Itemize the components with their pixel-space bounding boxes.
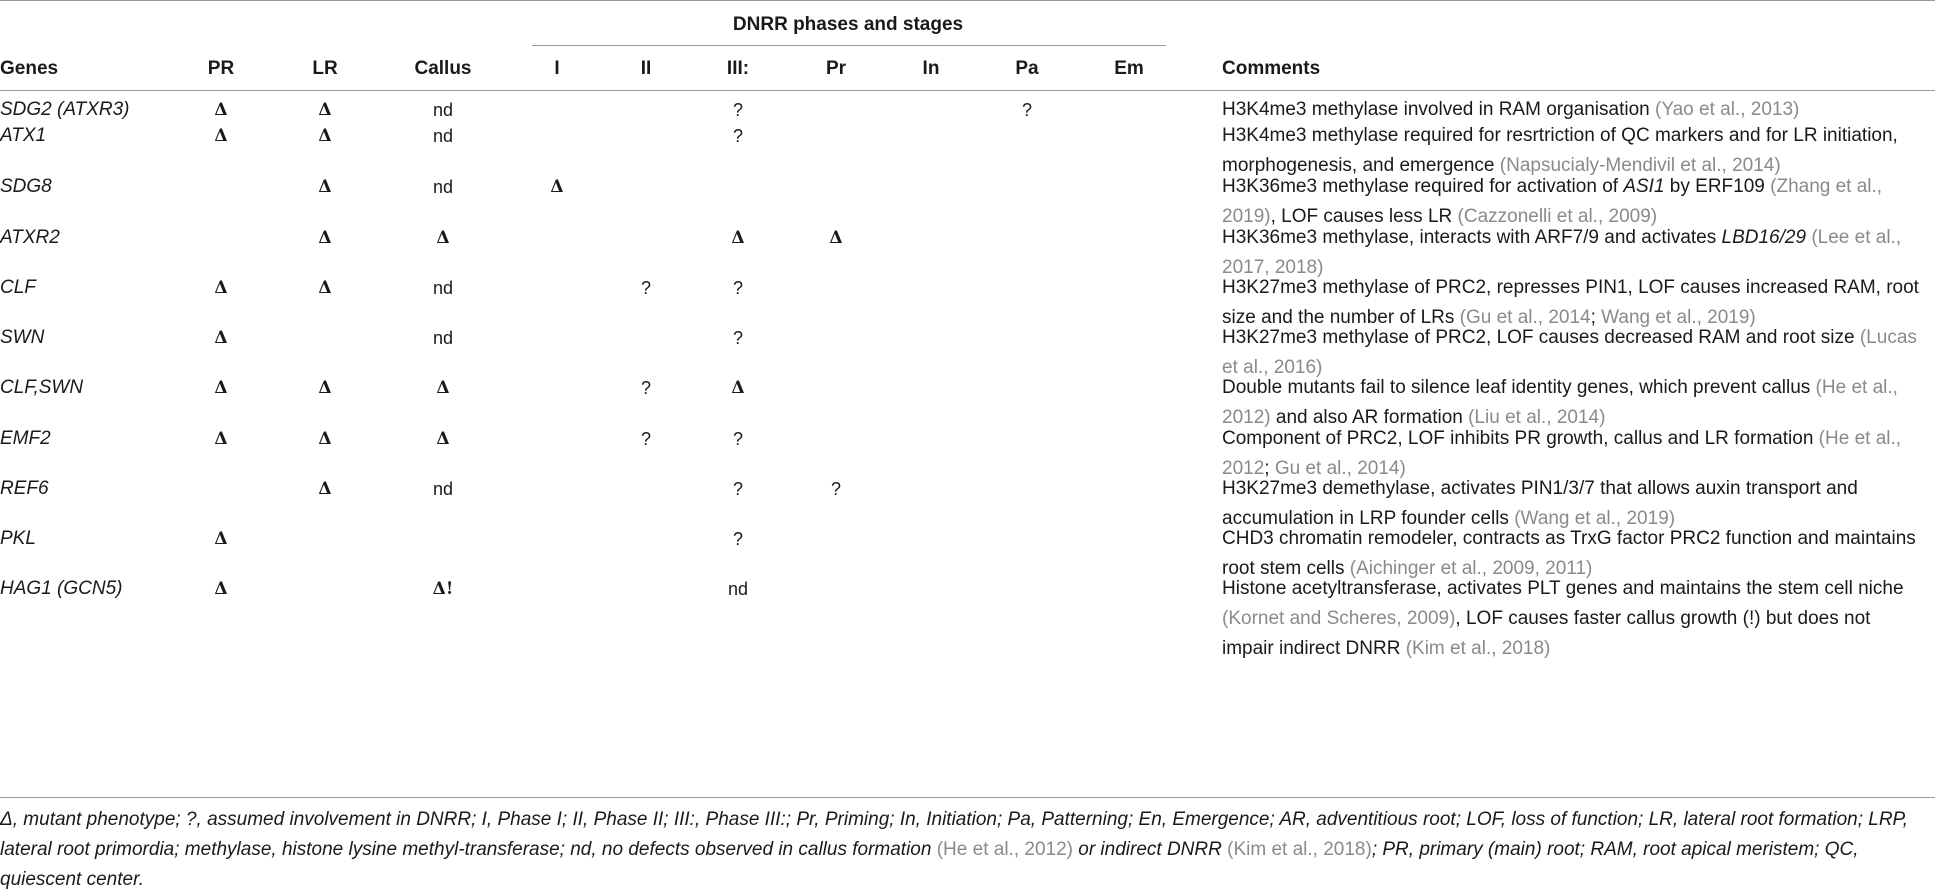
cell-ii: ? [640, 278, 652, 298]
cell-callus: Δ [436, 378, 450, 398]
cell-callus: Δ! [432, 579, 454, 599]
cell-iii: ? [732, 328, 744, 348]
cell-ii: ? [640, 429, 652, 449]
cell-iii: ? [732, 479, 744, 499]
cell-lr: Δ [318, 278, 332, 298]
comment-text: ; [1590, 307, 1602, 328]
gene-name: ATXR2 [0, 227, 60, 248]
reference-link[interactable]: (Zhang et al., 2019) [1222, 176, 1883, 227]
cell-iii: ? [732, 126, 744, 146]
reference-link[interactable]: (Wang et al., 2019) [1514, 508, 1676, 529]
comment-text: by ERF109 [1664, 176, 1771, 197]
comment-text: H3K27me3 demethylase, activates PIN1/3/7 that allows auxin transport and accumulation in LRP founder cells [1222, 478, 1858, 529]
comment-text: Component of PRC2, LOF inhibits PR growth, callus and LR formation [1222, 428, 1819, 449]
col-header-emergence: Em [1114, 58, 1144, 79]
comment-text: H3K27me3 methylase of PRC2, LOF causes decreased RAM and root size [1222, 327, 1860, 348]
cell-pr2: Δ [829, 228, 843, 248]
reference-link[interactable]: (Kim et al., 2018) [1405, 638, 1551, 659]
cell-callus: Δ [436, 429, 450, 449]
gene-name: CLF [0, 277, 36, 298]
gene-name: ATX1 [0, 125, 47, 146]
cell-iii: ? [732, 278, 744, 298]
comment-text: H3K4me3 methylase involved in RAM organisation [1222, 99, 1655, 120]
cell-pa: ? [1021, 100, 1033, 120]
comment-text: or indirect DNRR [1072, 839, 1228, 860]
cell-pr: Δ [214, 100, 228, 120]
col-header-pr: PR [207, 58, 235, 79]
reference-link[interactable]: (Lucas et al., 2016) [1222, 327, 1917, 378]
gene-name: SDG2 (ATXR3) [0, 99, 130, 120]
reference-link[interactable]: (Kim et al., 2018) [1227, 839, 1372, 860]
cell-pr: Δ [214, 328, 228, 348]
gene-name: CLF,SWN [0, 377, 84, 398]
comment-text: ; PR, primary (main) root; RAM, root apical meristem; QC, quiescent center. [0, 839, 1859, 890]
cell-i: Δ [550, 177, 564, 197]
cell-callus: nd [432, 126, 454, 146]
cell-pr: Δ [214, 529, 228, 549]
phases-group-header: DNRR phases and stages [732, 14, 964, 35]
col-header-lr: LR [312, 58, 338, 79]
cell-lr: Δ [318, 126, 332, 146]
col-header-genes: Genes [0, 58, 59, 79]
comment-text: LBD16/29 [1721, 227, 1807, 248]
reference-link[interactable]: (Cazzonelli et al., 2009) [1457, 206, 1658, 227]
gene-name: REF6 [0, 478, 49, 499]
cell-pr: Δ [214, 429, 228, 449]
cell-callus: Δ [436, 228, 450, 248]
comment-text: , LOF causes faster callus growth (!) but does not impair indirect DNRR [1222, 608, 1871, 659]
cell-pr: Δ [214, 278, 228, 298]
comment-text: Double mutants fail to silence leaf identity genes, which prevent callus [1222, 377, 1816, 398]
table-top-rule [0, 0, 1935, 1]
phases-group-rule [532, 45, 1166, 46]
cell-callus: nd [432, 328, 454, 348]
header-bottom-rule [0, 90, 1935, 91]
gene-name: EMF2 [0, 428, 51, 449]
cell-iii: ? [732, 429, 744, 449]
cell-lr: Δ [318, 228, 332, 248]
comment-text: Histone acetyltransferase, activates PLT genes and maintains the stem cell niche [1222, 578, 1904, 599]
col-header-phase-i: I [554, 58, 560, 79]
reference-link[interactable]: (He et al., 2012) [1222, 377, 1898, 428]
comment-text: ASI1 [1623, 176, 1665, 197]
reference-link[interactable]: (Aichinger et al., 2009, 2011) [1349, 558, 1593, 579]
comment-text: H3K27me3 methylase of PRC2, represses PIN1, LOF causes increased RAM, root size and the number of LRs [1222, 277, 1919, 328]
cell-ii: ? [640, 378, 652, 398]
reference-link[interactable]: (Liu et al., 2014) [1468, 407, 1606, 428]
cell-iii: nd [727, 579, 749, 599]
cell-callus: nd [432, 278, 454, 298]
col-header-patterning: Pa [1015, 58, 1039, 79]
col-header-phase-iii: III: [726, 58, 750, 79]
comment-text: Δ, mutant phenotype; ?, assumed involvement in DNRR; I, Phase I; II, Phase II; III:, Phase III:; Pr, Priming; In, Initiation; Pa, Patterning; En, Emergence; AR, adventitious root; LOF, loss of function; LR, lateral root formation; LRP, lateral root primordia; methylase, histone lysine methyl-transferase; nd, no defects observed in callus formation [0, 809, 1909, 860]
comment-text: H3K36me3 methylase required for activation of [1222, 176, 1624, 197]
cell-lr: Δ [318, 100, 332, 120]
gene-name: SWN [0, 327, 45, 348]
cell-iii: ? [732, 529, 744, 549]
comment-text: ; [1264, 458, 1275, 479]
reference-link[interactable]: Gu et al., 2014) [1274, 458, 1406, 479]
comment-text: , LOF causes less LR [1270, 206, 1458, 227]
cell-lr: Δ [318, 479, 332, 499]
cell-lr: Δ [318, 429, 332, 449]
reference-link[interactable]: (Lee et al., 2017, 2018) [1222, 227, 1902, 278]
col-header-phase-ii: II [640, 58, 652, 79]
table-footnote [0, 805, 1930, 895]
col-header-initiation: In [922, 58, 940, 79]
cell-pr: Δ [214, 126, 228, 146]
cell-iii: ? [732, 100, 744, 120]
cell-lr: Δ [318, 177, 332, 197]
comment-text: and also AR formation [1270, 407, 1469, 428]
gene-name: PKL [0, 528, 36, 549]
reference-link[interactable]: (Yao et al., 2013) [1655, 99, 1800, 120]
reference-link[interactable]: (Napsucialy-Mendivil et al., 2014) [1499, 155, 1781, 176]
cell-callus: nd [432, 177, 454, 197]
table-bottom-rule [0, 797, 1935, 798]
gene-name: HAG1 (GCN5) [0, 578, 123, 599]
cell-lr: Δ [318, 378, 332, 398]
reference-link[interactable]: (Kornet and Scheres, 2009) [1222, 608, 1456, 629]
comment-cell [1222, 574, 1922, 664]
cell-pr: Δ [214, 378, 228, 398]
comment-text: H3K36me3 methylase, interacts with ARF7/9 and activates [1222, 227, 1722, 248]
cell-callus: nd [432, 479, 454, 499]
cell-iii: Δ [731, 228, 745, 248]
col-header-comments: Comments [1222, 58, 1321, 79]
gene-name: SDG8 [0, 176, 52, 197]
comment-text: CHD3 chromatin remodeler, contracts as TrxG factor PRC2 function and maintains root stem cells [1222, 528, 1916, 579]
cell-pr2: ? [830, 479, 842, 499]
cell-iii: Δ [731, 378, 745, 398]
comment-text: H3K4me3 methylase required for resrtriction of QC markers and for LR initiation, morphogenesis, and emergence [1222, 125, 1898, 176]
col-header-priming: Pr [825, 58, 847, 79]
reference-link[interactable]: (He et al., 2012) [936, 839, 1073, 860]
cell-pr: Δ [214, 579, 228, 599]
reference-link[interactable]: (Gu et al., 2014 [1459, 307, 1591, 328]
col-header-callus: Callus [414, 58, 472, 79]
reference-link[interactable]: Wang et al., 2019) [1601, 307, 1756, 328]
reference-link[interactable]: (He et al., 2012 [1222, 428, 1902, 479]
cell-callus: nd [432, 100, 454, 120]
